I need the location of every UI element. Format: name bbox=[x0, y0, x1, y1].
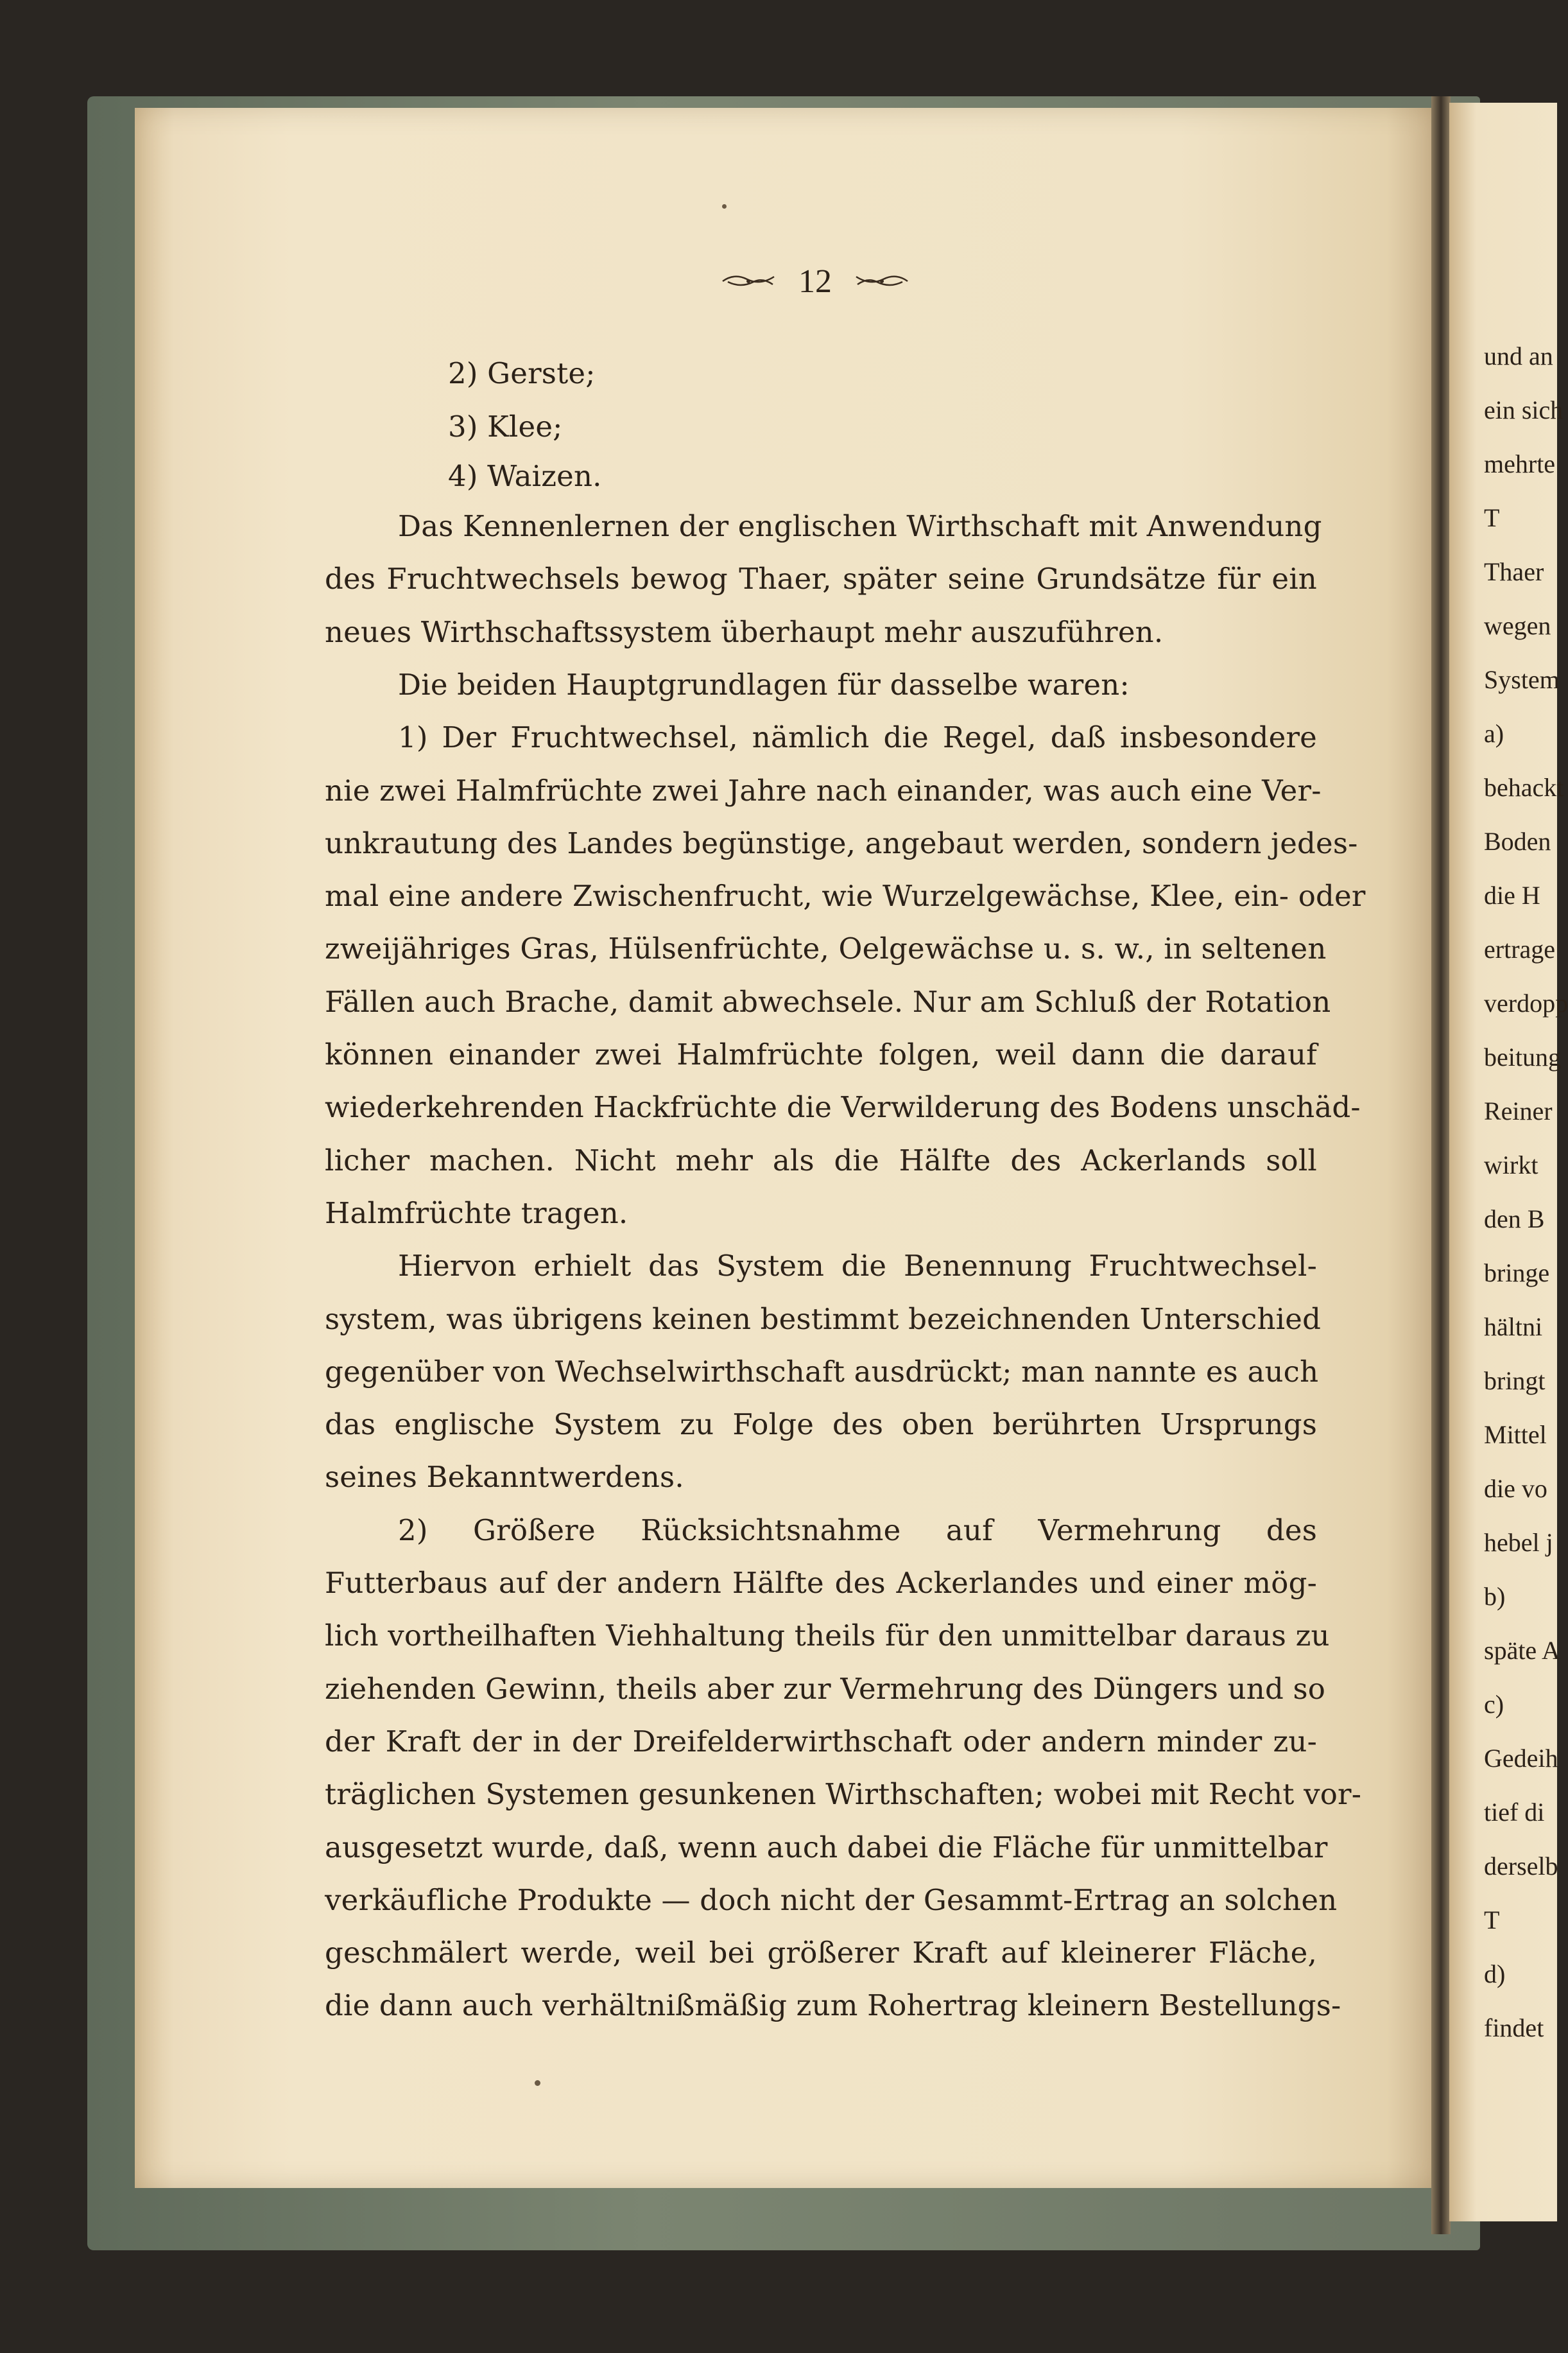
facing-page-fragment: derselb bbox=[1484, 1852, 1558, 1880]
facing-page-fragment: behackt bbox=[1484, 773, 1564, 802]
facing-page-fragment: T bbox=[1484, 1906, 1500, 1934]
facing-page-fragment: Thaer bbox=[1484, 557, 1544, 586]
facing-page-fragment: ertrage bbox=[1484, 935, 1556, 964]
text-line: gegenüber von Wechselwirthschaft ausdrückt; man nannte es auch bbox=[325, 1354, 1319, 1389]
text-line: 3) Klee; bbox=[448, 410, 563, 444]
text-line: Das Kennenlernen der englischen Wirthschaft mit Anwendung bbox=[398, 509, 1322, 543]
text-line: träglichen Systemen gesunkenen Wirthschaften; wobei mit Recht vor- bbox=[325, 1777, 1362, 1812]
text-line: 4) Waizen. bbox=[448, 459, 602, 493]
facing-page-fragment: ein sich bbox=[1484, 395, 1564, 424]
text-line: verkäufliche Produkte — doch nicht der Gesammt-Ertrag an solchen bbox=[325, 1882, 1338, 1917]
text-line: das englische System zu Folge des oben berührten Ursprungs bbox=[325, 1407, 1317, 1442]
text-line: neues Wirthschaftssystem überhaupt mehr auszuführen. bbox=[325, 614, 1164, 649]
text-line: nie zwei Halmfrüchte zwei Jahre nach einander, was auch eine Ver- bbox=[325, 773, 1322, 808]
text-line: licher machen. Nicht mehr als die Hälfte des Ackerlands soll bbox=[325, 1143, 1317, 1177]
text-line: Futterbaus auf der andern Hälfte des Ackerlandes und einer mög- bbox=[325, 1566, 1317, 1600]
facing-page-fragment: T bbox=[1484, 503, 1500, 532]
facing-page-fragment: b) bbox=[1484, 1582, 1506, 1611]
text-line: lich vortheilhaften Viehhaltung theils für den unmittelbar daraus zu bbox=[325, 1619, 1330, 1653]
text-line: Fällen auch Brache, damit abwechsele. Nur am Schluß der Rotation bbox=[325, 984, 1331, 1019]
facing-page-fragment: späte A bbox=[1484, 1636, 1560, 1665]
facing-page-fragment: hebel j bbox=[1484, 1528, 1553, 1557]
text-line: 2) Größere Rücksichtsnahme auf Vermehrung des bbox=[398, 1513, 1317, 1547]
text-line: des Fruchtwechsels bewog Thaer, später seine Grundsätze für ein bbox=[325, 562, 1317, 596]
text-line: mal eine andere Zwischenfrucht, wie Wurzelgewächse, Klee, ein- oder bbox=[325, 879, 1366, 914]
text-line: wiederkehrenden Hackfrüchte die Verwilderung des Bodens unschäd- bbox=[325, 1090, 1361, 1125]
text-line: seines Bekanntwerdens. bbox=[325, 1460, 684, 1495]
text-line: Hiervon erhielt das System die Benennung Fruchtwechsel- bbox=[398, 1249, 1317, 1283]
text-line: können einander zwei Halmfrüchte folgen, weil dann die darauf bbox=[325, 1038, 1317, 1072]
facing-page-fragment: verdopp bbox=[1484, 989, 1568, 1018]
text-line: ausgesetzt wurde, daß, wenn auch dabei die Fläche für unmittelbar bbox=[325, 1830, 1328, 1864]
text-line: 2) Gerste; bbox=[448, 356, 596, 390]
facing-page-fragment: c) bbox=[1484, 1690, 1504, 1719]
text-line: ziehenden Gewinn, theils aber zur Vermehrung des Düngers und so bbox=[325, 1671, 1326, 1706]
page-number: 12 bbox=[798, 263, 832, 300]
facing-page-fragment: Gedeih bbox=[1484, 1744, 1558, 1773]
facing-page-fragment: Boden bbox=[1484, 827, 1551, 856]
text-line: zweijähriges Gras, Hülsenfrüchte, Oelgewächse u. s. w., in seltenen bbox=[325, 932, 1327, 966]
facing-page-fragment: bringt bbox=[1484, 1366, 1546, 1395]
text-line: Die beiden Hauptgrundlagen für dasselbe waren: bbox=[398, 667, 1130, 702]
facing-page-fragment: Mittel bbox=[1484, 1420, 1547, 1449]
facing-page-fragment: Reiner bbox=[1484, 1097, 1553, 1125]
text-line: geschmälert werde, weil bei größerer Kraft auf kleinerer Fläche, bbox=[325, 1936, 1317, 1970]
facing-page-fragment: bringe bbox=[1484, 1258, 1550, 1287]
text-line: die dann auch verhältnißmäßig zum Rohertrag kleinern Bestellungs- bbox=[325, 1988, 1341, 2023]
facing-page-fragment: mehrte bbox=[1484, 449, 1556, 478]
facing-page-fragment: d) bbox=[1484, 1959, 1506, 1988]
text-line: unkrautung des Landes begünstige, angebaut werden, sondern jedes- bbox=[325, 826, 1358, 860]
page-header bbox=[706, 256, 924, 307]
facing-page-fragment: hältni bbox=[1484, 1312, 1543, 1341]
facing-page-fragment: den B bbox=[1484, 1204, 1545, 1233]
text-line: 1) Der Fruchtwechsel, nämlich die Regel, daß insbesondere bbox=[398, 720, 1317, 755]
facing-page-fragment: wegen bbox=[1484, 611, 1551, 640]
paper-speck bbox=[535, 2080, 540, 2086]
text-line: Halmfrüchte tragen. bbox=[325, 1195, 628, 1230]
left-ornament-icon bbox=[721, 272, 775, 291]
facing-page-fragment: beitung bbox=[1484, 1043, 1561, 1072]
text-line: system, was übrigens keinen bestimmt bezeichnenden Unterschied bbox=[325, 1301, 1322, 1336]
facing-page-fragment: tief di bbox=[1484, 1798, 1545, 1827]
facing-page-fragment: die vo bbox=[1484, 1474, 1547, 1503]
facing-page-fragment: wirkt bbox=[1484, 1150, 1538, 1179]
facing-page-fragment: findet bbox=[1484, 2013, 1544, 2042]
paper-speck bbox=[722, 204, 727, 209]
book-gutter bbox=[1431, 96, 1451, 2234]
right-ornament-icon bbox=[855, 272, 909, 291]
facing-page-fragment: a) bbox=[1484, 719, 1504, 748]
facing-page-fragment: System bbox=[1484, 665, 1560, 694]
facing-page-fragment: die H bbox=[1484, 881, 1540, 910]
text-line: der Kraft der in der Dreifelderwirthschaft oder andern minder zu- bbox=[325, 1724, 1317, 1758]
facing-page-fragment: und an bbox=[1484, 342, 1553, 370]
